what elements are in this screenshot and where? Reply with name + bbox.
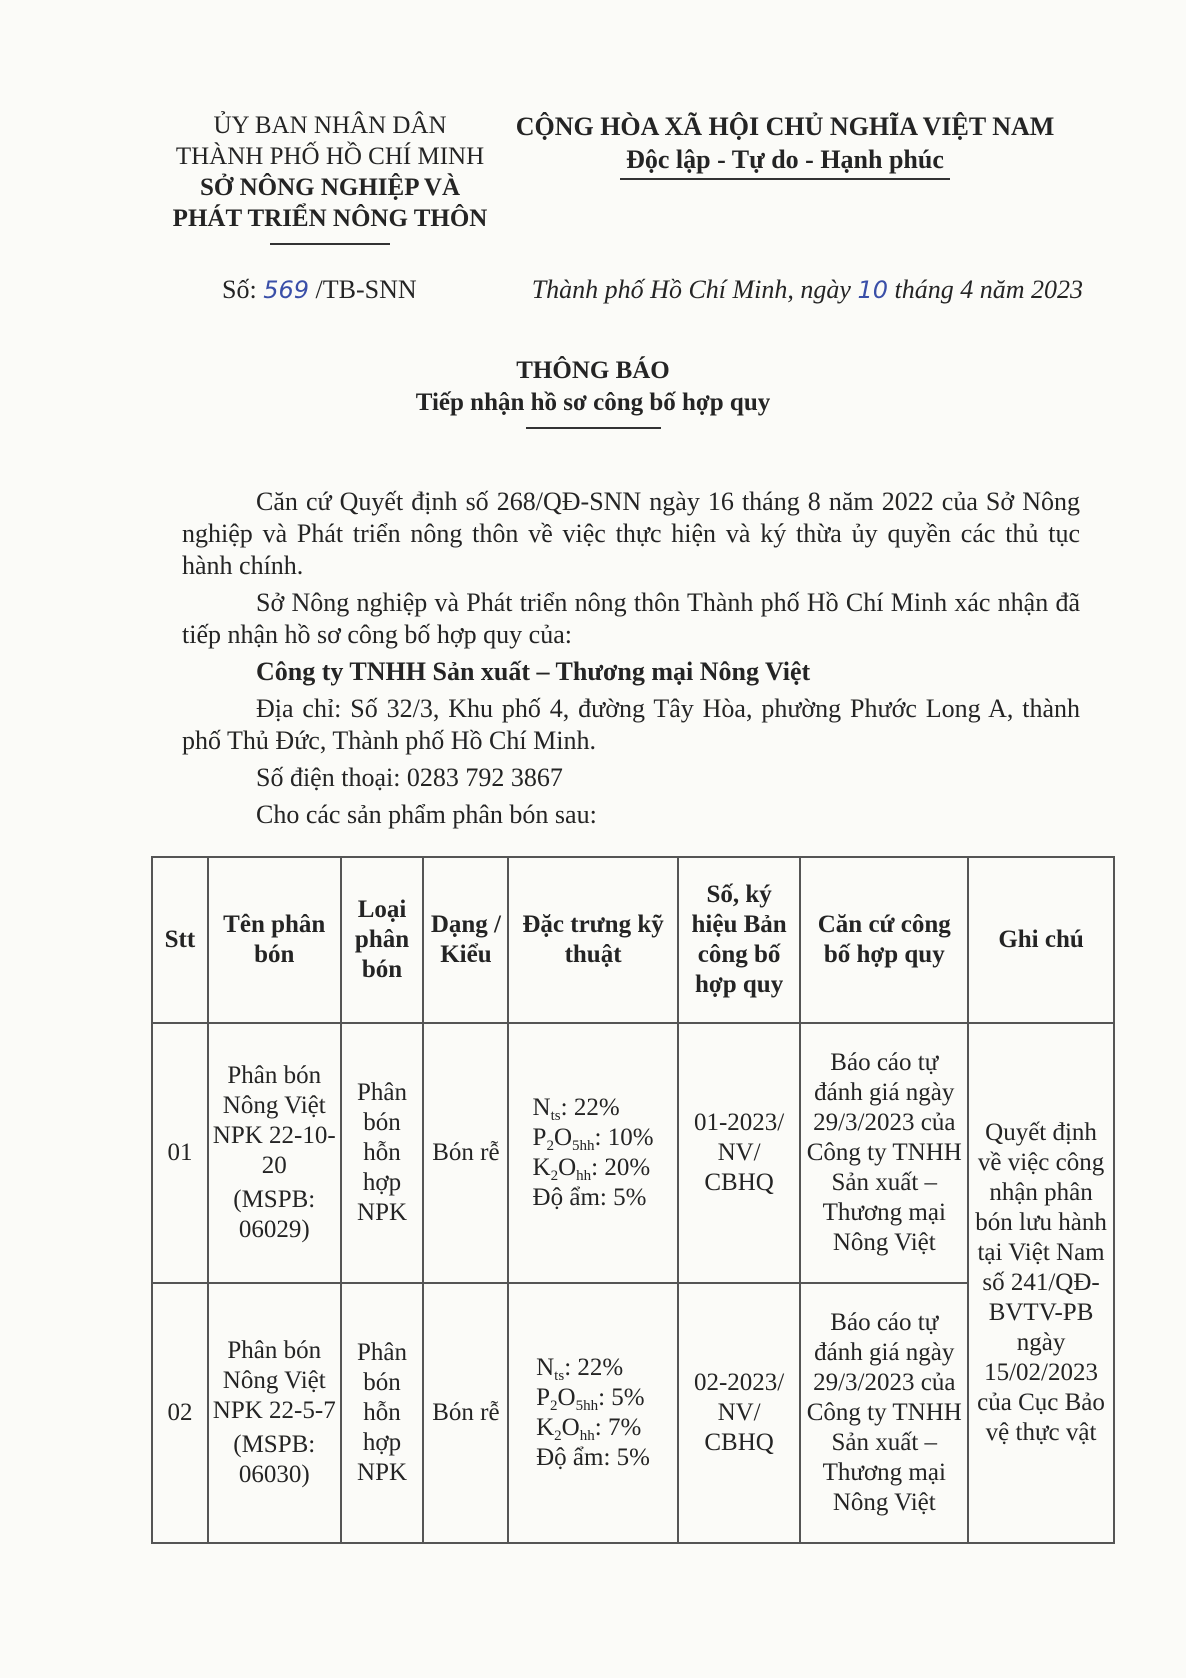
paragraph-legal-basis: Căn cứ Quyết định số 268/QĐ-SNN ngày 16 tháng 8 năm 2022 của Sở Nông nghiệp và Phát triển nông thôn về việc thực hiện và ký thừa ủy quyền các thủ tục hành chính. xyxy=(182,487,1080,580)
cell-stt: 02 xyxy=(152,1283,208,1543)
spec-nitrogen-value: 22% xyxy=(573,1094,620,1121)
header-number: Số, ký hiệu Bản công bố hợp quy xyxy=(678,857,801,1023)
header-type: Loại phân bón xyxy=(341,857,424,1023)
doc-number-prefix: Số: xyxy=(222,275,257,304)
header-spec: Đặc trưng kỹ thuật xyxy=(508,857,677,1023)
product-code: (MSPB: 06030) xyxy=(233,1431,316,1488)
cell-type: Phân bón hỗn hợp NPK xyxy=(341,1283,424,1543)
cell-number: 01-2023/ NV/ CBHQ xyxy=(678,1023,801,1283)
title-sub: Tiếp nhận hồ sơ công bố hợp quy xyxy=(415,389,771,416)
company-phone: Số điện thoại: 0283 792 3867 xyxy=(256,763,563,792)
product-name: Phân bón Nông Việt NPK 22-5-7 xyxy=(212,1337,336,1424)
product-code: (MSPB: 06029) xyxy=(233,1186,316,1243)
header-note: Ghi chú xyxy=(968,857,1114,1023)
spec-nitrogen-value: 22% xyxy=(577,1354,624,1381)
authority-line-3: SỞ NÔNG NGHIỆP VÀ xyxy=(200,174,460,201)
products-table xyxy=(151,856,1115,1544)
title-main: THÔNG BÁO xyxy=(516,357,670,384)
table-header-row xyxy=(152,857,1114,1023)
authority-line-2: THÀNH PHỐ HỒ CHÍ MINH xyxy=(175,143,485,170)
cell-basis: Báo cáo tự đánh giá ngày 29/3/2023 của Công ty TNHH Sản xuất – Thương mại Nông Việt xyxy=(800,1283,968,1543)
company-name: Công ty TNHH Sản xuất – Thương mại Nông Việt xyxy=(256,657,811,686)
product-name: Phân bón Nông Việt NPK 22-10-20 xyxy=(212,1062,336,1179)
doc-number-handwritten: 569 xyxy=(263,276,309,304)
paragraph-confirmation: Sở Nông nghiệp và Phát triển nông thôn Thành phố Hồ Chí Minh xác nhận đã tiếp nhận hồ sơ công bố hợp quy của: xyxy=(182,588,1080,649)
cell-note: Quyết định về việc công nhận phân bón lưu hành tại Việt Nam số 241/QĐ-BVTV-PB ngày 15/02/2023 của Cục Bảo vệ thực vật xyxy=(968,1023,1114,1543)
authority-line-1: ỦY BAN NHÂN DÂN xyxy=(213,112,447,139)
cell-basis: Báo cáo tự đánh giá ngày 29/3/2023 của Công ty TNHH Sản xuất – Thương mại Nông Việt xyxy=(800,1023,968,1283)
doc-number-suffix: /TB-SNN xyxy=(315,275,417,304)
spec-nitrogen: $N_{ts}$: 22% xyxy=(536,1354,624,1384)
spec-potassium: $K_2O_{hh}$: 7% xyxy=(536,1414,642,1444)
motto: Độc lập - Tự do - Hạnh phúc xyxy=(626,145,944,174)
products-intro: Cho các sản phẩm phân bón sau: xyxy=(256,800,597,829)
document-body xyxy=(182,486,1080,836)
title-underline xyxy=(526,427,661,429)
cell-name xyxy=(208,1283,341,1543)
cell-form: Bón rễ xyxy=(423,1283,508,1543)
country-name: CỘNG HÒA XÃ HỘI CHỦ NGHĨA VIỆT NAM xyxy=(515,112,1055,141)
table-row xyxy=(152,1023,1114,1283)
spec-phosphorus: $P_2O_{5hh}$: 10% xyxy=(532,1124,654,1154)
spec-moisture: Độ ẩm: 5% xyxy=(536,1444,650,1471)
issuing-authority xyxy=(150,110,510,245)
spec-phosphorus-value: 10% xyxy=(607,1124,654,1151)
date-prefix: Thành phố Hồ Chí Minh, ngày xyxy=(531,275,851,304)
national-motto xyxy=(500,110,1070,180)
date-suffix: tháng 4 năm 2023 xyxy=(894,275,1083,304)
date-line xyxy=(532,275,1083,305)
header-stt: Stt xyxy=(152,857,208,1023)
company-address: Địa chỉ: Số 32/3, Khu phố 4, đường Tây Hòa, phường Phước Long A, thành phố Thủ Đức, Thành phố Hồ Chí Minh. xyxy=(182,694,1080,755)
cell-name xyxy=(208,1023,341,1283)
cell-spec xyxy=(508,1283,677,1543)
cell-type: Phân bón hỗn hợp NPK xyxy=(341,1023,424,1283)
spec-phosphorus-value: 5% xyxy=(611,1384,645,1411)
motto-underline xyxy=(620,178,950,180)
spec-potassium: $K_2O_{hh}$: 20% xyxy=(532,1154,651,1184)
spec-potassium-value: 7% xyxy=(607,1414,642,1441)
date-day-handwritten: 10 xyxy=(857,276,888,304)
spec-nitrogen: $N_{ts}$: 22% xyxy=(532,1094,620,1124)
header-name: Tên phân bón xyxy=(208,857,341,1023)
authority-line-4: PHÁT TRIỂN NÔNG THÔN xyxy=(172,205,488,232)
authority-underline xyxy=(270,243,390,245)
cell-stt: 01 xyxy=(152,1023,208,1283)
cell-form: Bón rễ xyxy=(423,1023,508,1283)
spec-potassium-value: 20% xyxy=(604,1154,651,1181)
spec-moisture: Độ ẩm: 5% xyxy=(532,1184,647,1211)
header-basis: Căn cứ công bố hợp quy xyxy=(800,857,968,1023)
cell-number: 02-2023/ NV/ CBHQ xyxy=(678,1283,801,1543)
cell-spec xyxy=(508,1023,677,1283)
document-number xyxy=(222,275,417,305)
spec-phosphorus: $P_2O_{5hh}$: 5% xyxy=(536,1384,645,1414)
header-form: Dạng / Kiểu xyxy=(423,857,508,1023)
document-title xyxy=(0,355,1186,429)
